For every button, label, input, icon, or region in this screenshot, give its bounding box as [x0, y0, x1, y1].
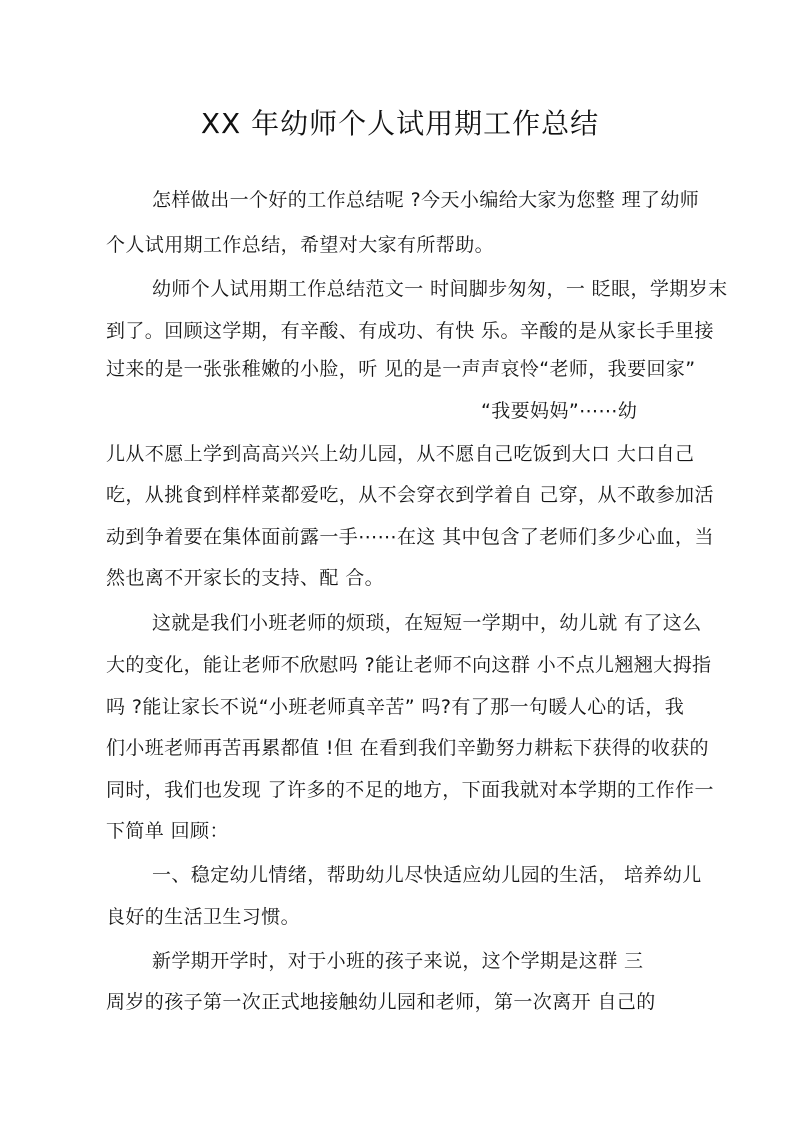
- section-heading-line: 一、稳定幼儿情绪，帮助幼儿尽快适应幼儿园的生活， 培养幼儿: [152, 864, 702, 886]
- paragraph-line: 吃，从挑食到样样菜都爱吃，从不会穿衣到学着自 己穿，从不敢参加活: [106, 484, 714, 506]
- paragraph-line: 儿从不愿上学到高高兴兴上幼儿园，从不愿自己吃饭到大口 大口自己: [106, 443, 695, 465]
- paragraph-line: 动到争着要在集体面前露一手⋯⋯在这 其中包含了老师们多少心血，当: [106, 526, 714, 548]
- paragraph-line: 新学期开学时，对于小班的孩子来说，这个学期是这群 三: [152, 950, 644, 972]
- paragraph-line: 个人试用期工作总结，希望对大家有所帮助。: [106, 234, 495, 256]
- document-title: XX 年幼师个人试用期工作总结: [200, 107, 600, 140]
- paragraph-line: 这就是我们小班老师的烦琐，在短短一学期中，幼儿就 有了这么: [152, 612, 702, 634]
- section-heading-line: 良好的生活卫生习惯。: [106, 906, 301, 928]
- paragraph-line: 幼师个人试用期工作总结范文一 时间脚步匆匆，一 眨眼，学期岁末: [152, 278, 728, 300]
- paragraph-line: 周岁的孩子第一次正式地接触幼儿园和老师，第一次离开 自己的: [106, 991, 656, 1013]
- paragraph-line: 然也离不开家长的支持、配 合。: [106, 567, 385, 589]
- paragraph-line: “我要妈妈”⋯⋯幼: [481, 400, 638, 422]
- paragraph-line: 怎样做出一个好的工作总结呢 ?今天小编给大家为您整 理了幼师: [152, 189, 700, 211]
- paragraph-line: 到了。回顾这学期，有辛酸、有成功、有快 乐。辛酸的是从家长手里接: [106, 320, 714, 342]
- paragraph-line: 下简单 回顾：: [106, 820, 229, 842]
- paragraph-line: 吗 ?能让家长不说“小班老师真辛苦” 吗?有了那一句暖人心的话，我: [106, 696, 685, 718]
- paragraph-line: 们小班老师再苦再累都值 !但 在看到我们辛勤努力耕耘下获得的收获的: [106, 737, 709, 759]
- paragraph-line: 同时，我们也发现 了许多的不足的地方，下面我就对本学期的工作作一: [106, 779, 714, 801]
- paragraph-line: 大的变化，能让老师不欣慰吗 ?能让老师不向这群 小不点儿翘翘大拇指: [106, 654, 712, 676]
- paragraph-line: 过来的是一张张稚嫩的小脸，听 见的是一声声哀怜“老师，我要回家”: [106, 358, 696, 380]
